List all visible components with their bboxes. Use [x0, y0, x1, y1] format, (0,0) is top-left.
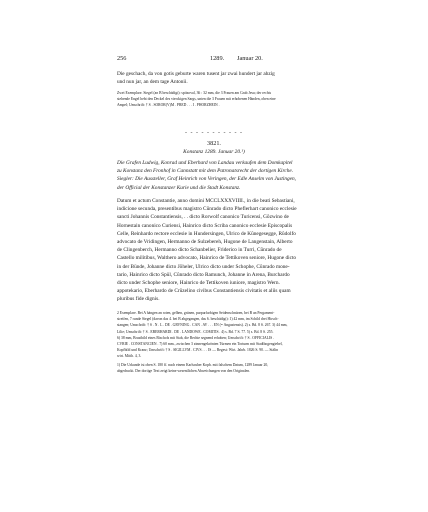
- document-body: [117, 197, 329, 304]
- summary-line: der Official der Konstanzer Kurie und die Stadt Konstanz.: [117, 184, 241, 191]
- header-year: 1289.: [210, 55, 225, 62]
- document-number: 3821.: [207, 140, 221, 147]
- summary-line: Siegler: Die Aussteller, Graf Heinrich von Veringen, der Edle Anselm von Justingen,: [117, 176, 296, 183]
- body-line: dicto under Schophe seniore, Hainrico de Tettikoven iuniore, magistro Wern.: [117, 280, 280, 287]
- summary-line: zu Konstanz den Fronhof in Cannstatt mit dem Patronatsrecht der dortigen Kirche.: [117, 168, 294, 175]
- header-date: Januar 20.: [237, 55, 263, 62]
- text-line: und nun jar, an dem tage Antonii.: [117, 79, 188, 86]
- note-line: Zwei Exemplare. Siegel (an B beschädigt): spitzoval, 36 : 32 mm, die 3 Frauen am Grab Jesu; der rechts: [117, 91, 272, 95]
- body-line: Celle, Reinhardo rectore ecclesie in Hundersingen, Ulrico de Kŭnegesegge, Rŭdolfo: [117, 230, 296, 237]
- footnotes: [117, 362, 329, 374]
- footnote-line: 1) Die Urkunde ist oben S. 180 ff. nach einem Karlsruher Kopb. mit falschem Datum, 1289 Januar 20,: [117, 363, 269, 367]
- body-line: Hornestain canonico Curiensi, Hainrico dicto Scriba canonico ecclesie Episcopalis: [117, 222, 293, 229]
- note-line: Kopfbild und Kranz; Umschrift: † S . SIGILLVM . CIVS . . . IS — Regest: Wirt. Jahrb. 1826 S. 90. — Stälin: [117, 348, 278, 353]
- apparatus-notes: [117, 310, 329, 360]
- note-line: wirt. Mitth. 4, 3.: [117, 354, 142, 359]
- body-line: pluribus fide dignis.: [117, 296, 160, 303]
- body-line: tario, Hainrico dicto Spül, Cŭnrado dicto Ramunch, Johanne in Arena, Burchardo: [117, 271, 290, 278]
- body-line: sancti Johannis Constantiensis, . . dicto Rorwolf canonico Turicensi, Gŏzwino de: [117, 214, 289, 221]
- note-line: Ampel; Umschrift: † S . SOROR(V)M . PRED . . . I . PHORZHEIN .: [117, 103, 220, 108]
- summary-line: Die Grafen Ludwig, Konrad und Eberhard von Landau verkaufen dem Domkapitel: [117, 160, 293, 166]
- note-line: Lilie; Umschrift: † S . EBERHARDI . DE . LANDOWE . COMITIS . 4) s. Bd. 7 S. 77. 5) s. Bd. 8 S. 255.: [117, 329, 274, 334]
- text-line: Die geschach, da von gotis geburte waren tusent jar zwai hundert jar ahzig: [117, 71, 275, 77]
- note-line: 6) 38 mm, Brustbild eines Bischofs mit Stab, die Rechte segnend erhoben; Umschrift: † S . OFFICIALIS .: [117, 335, 275, 340]
- document-summary: [117, 159, 329, 192]
- note-line: stehende Engel hebt den Deckel des vierckigen Sargs, unten die 3 Frauen mit erhobenen Händen, oben eine: [117, 97, 276, 102]
- section-divider: - - - - - - - - - - -: [185, 130, 243, 136]
- body-line: appotekario, Eberhardo de Crŭzelino civibus Constantiensis civitatis et aliis quam: [117, 288, 291, 295]
- body-line: Castello militibus, Walthero advocato, Hainrico de Tettikoven seniore, Hugone dicto: [117, 255, 297, 262]
- body-line: Datum et actum Constantie, anno domini MCCLXXXVIIII., in die beati Sebastiani,: [117, 198, 295, 204]
- body-line: de Clingenberch, Hermanno dicto Schanbelier, Friderico in Turri, Cŭnrado de: [117, 247, 282, 254]
- note-line: streifen, 7 runde Siegel (davon das 4. bei B abgegangen, das 6. beschädigt): 1) 42 mm, im Schild drei Hirsch-: [117, 317, 279, 322]
- body-line: advocato de Vridingen, Hermanno de Sulzebereh, Hugone de Langenstain, Alberto: [117, 239, 293, 246]
- page-number: 256: [117, 55, 127, 62]
- body-line: in der Bünde, Johanne dicto Jŏheler, Ulrico dicto under Schophe, Cŭnrado mone-: [117, 263, 290, 270]
- footnote-line: abgedruckt. Der dortige Text zeigt keine wesentlichen Abweichungen von den Originalen.: [117, 369, 250, 374]
- note-line: stangen; Umschrift: † S . N . L . DE . GRVNING . CAN . AV . . . EN (= Angustensis). 2) s. Bd. 8 S. 267. 3) 44 mm,: [117, 323, 288, 328]
- body-line: indicione secunda, presentibus magistro Cŭnrado dicto Pheflerhart canonico ecclesie: [117, 206, 297, 213]
- note-line: CVRIE . CONSTANCIEN . 7) 60 mm., zwischen 3 zinnengekrönten Türmen ein Torturm mit Stadtbogengiebel,: [117, 342, 283, 347]
- document-place-date: Konstanz 1289. Januar 20.¹): [183, 149, 245, 155]
- preceding-note: [117, 90, 329, 109]
- preceding-text: [117, 70, 329, 86]
- note-line: 2 Exemplare. Bei A hängen an roten, gelben, grünen, purpurfarbigen Seidenschnüren, bei B an Pergament-: [117, 311, 275, 315]
